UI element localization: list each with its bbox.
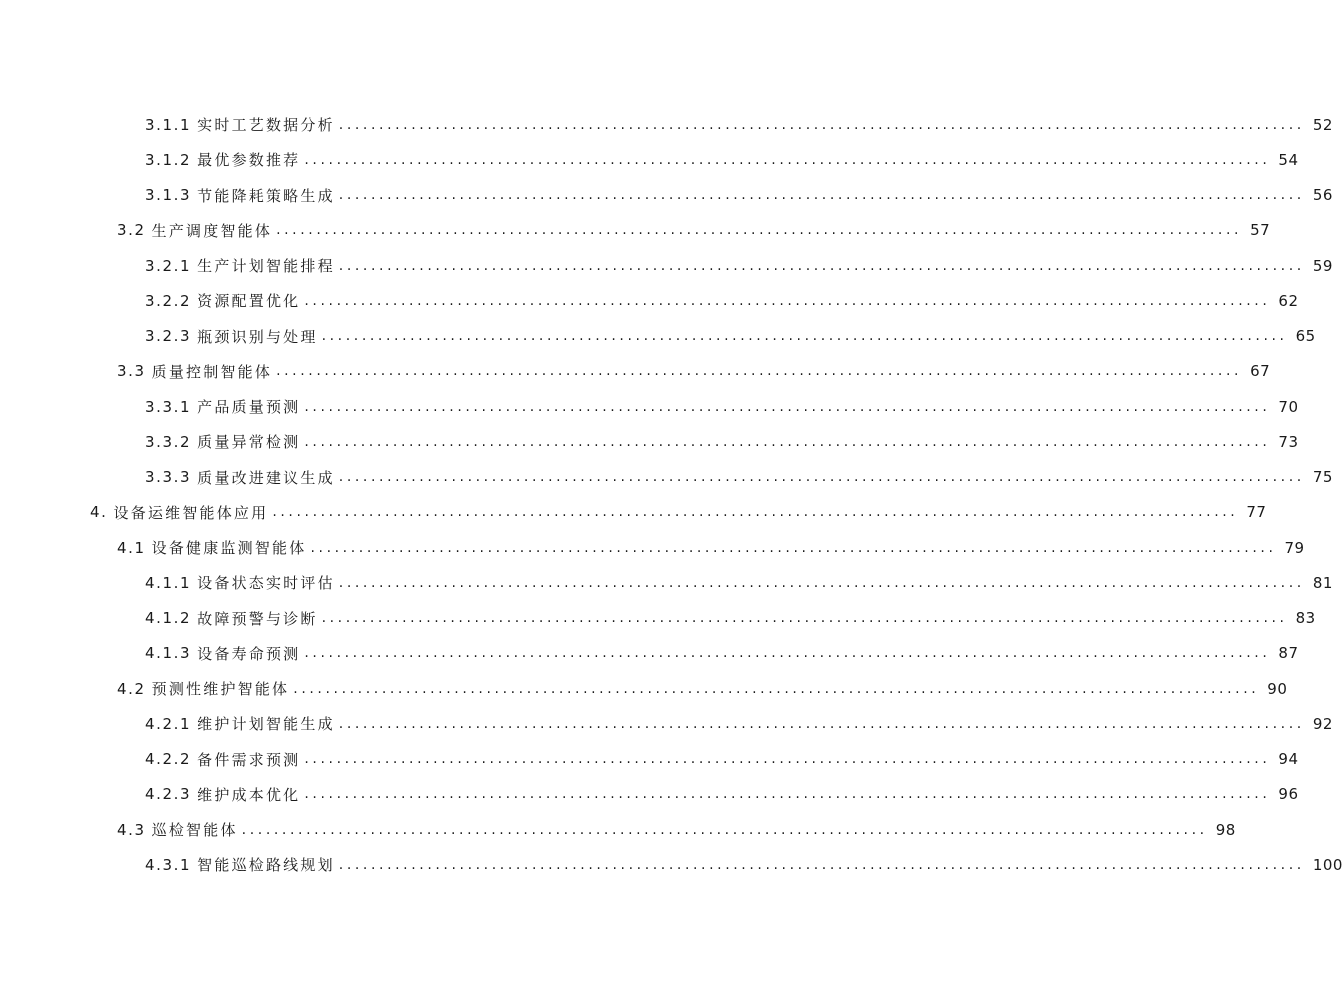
toc-title: 巡检智能体	[151, 821, 238, 840]
toc-title: 备件需求预测	[197, 750, 301, 769]
toc-page-number: 100	[1312, 855, 1343, 874]
toc-number: 3.3.2	[145, 432, 192, 451]
toc-entry[interactable]	[0, 671, 1288, 706]
toc-entry[interactable]	[0, 389, 1299, 424]
toc-title: 瓶颈识别与处理	[197, 327, 318, 346]
toc-leader-dots: ........................................................................................................................	[338, 715, 1305, 732]
toc-number: 3.2	[117, 221, 146, 240]
toc-title: 实时工艺数据分析	[197, 116, 335, 135]
toc-entry[interactable]	[0, 213, 1271, 248]
toc-entry[interactable]	[0, 530, 1305, 565]
toc-leader-dots: ........................................................................................................................	[310, 539, 1277, 556]
toc-number: 4.1	[117, 538, 146, 557]
toc-title: 故障预警与诊断	[197, 609, 318, 628]
toc-title: 生产调度智能体	[151, 221, 273, 240]
toc-number: 4.2.3	[145, 785, 192, 804]
toc-title: 节能降耗策略生成	[197, 186, 335, 205]
toc-leader-dots: ........................................................................................................................	[321, 610, 1288, 627]
toc-number: 4.1.1	[145, 573, 192, 592]
toc-entry[interactable]	[0, 424, 1299, 459]
toc-entry[interactable]	[0, 565, 1333, 600]
toc-entry[interactable]	[0, 178, 1333, 213]
toc-number: 3.3	[117, 362, 146, 381]
toc-leader-dots: ........................................................................................................................	[304, 645, 1271, 662]
toc-title: 预测性维护智能体	[151, 680, 290, 699]
toc-page-number: 79	[1284, 538, 1305, 557]
toc-page-number: 56	[1312, 186, 1333, 205]
toc-leader-dots: ........................................................................................................................	[338, 574, 1305, 591]
toc-leader-dots: ........................................................................................................................	[304, 151, 1271, 168]
toc-title: 设备寿命预测	[197, 644, 301, 663]
toc-page-number: 83	[1295, 609, 1316, 628]
table-of-contents	[0, 107, 1343, 883]
toc-number: 3.2.2	[145, 291, 192, 310]
toc-entry[interactable]	[0, 107, 1333, 142]
toc-leader-dots: ........................................................................................................................	[338, 187, 1305, 204]
toc-leader-dots: ........................................................................................................................	[304, 433, 1271, 450]
toc-page-number: 65	[1295, 327, 1316, 346]
toc-page-number: 77	[1246, 503, 1267, 522]
toc-page-number: 70	[1278, 397, 1299, 416]
toc-page-number: 90	[1267, 679, 1288, 698]
toc-leader-dots: ........................................................................................................................	[304, 398, 1271, 415]
toc-number: 4.2	[117, 679, 146, 698]
toc-leader-dots: ........................................................................................................................	[304, 786, 1271, 803]
toc-page-number: 57	[1250, 221, 1271, 240]
toc-title: 维护计划智能生成	[197, 715, 335, 734]
toc-title: 产品质量预测	[197, 398, 301, 417]
toc-entry[interactable]	[0, 283, 1299, 318]
toc-title: 质量控制智能体	[151, 362, 273, 381]
toc-entry[interactable]	[0, 742, 1299, 777]
toc-page-number: 98	[1215, 820, 1236, 839]
toc-entry[interactable]	[0, 142, 1299, 177]
toc-title: 资源配置优化	[197, 292, 301, 311]
toc-entry[interactable]	[0, 354, 1271, 389]
toc-number: 3.3.3	[145, 468, 192, 487]
toc-title: 设备健康监测智能体	[151, 539, 307, 558]
toc-page-number: 96	[1278, 785, 1299, 804]
toc-entry[interactable]	[0, 495, 1267, 530]
toc-leader-dots: ........................................................................................................................	[338, 116, 1305, 133]
toc-number: 3.1.1	[145, 115, 192, 134]
toc-number: 4.2.1	[145, 714, 192, 733]
toc-leader-dots: ........................................................................................................................	[293, 680, 1260, 697]
toc-page-number: 92	[1312, 714, 1333, 733]
toc-page-number: 67	[1250, 362, 1271, 381]
toc-entry[interactable]	[0, 601, 1316, 636]
toc-page-number: 73	[1278, 432, 1299, 451]
toc-leader-dots: ........................................................................................................................	[272, 504, 1239, 521]
toc-leader-dots: ........................................................................................................................	[241, 821, 1208, 838]
toc-title: 质量改进建议生成	[197, 468, 335, 487]
toc-number: 3.2.1	[145, 256, 192, 275]
toc-leader-dots: ........................................................................................................................	[304, 292, 1271, 309]
toc-number: 3.2.3	[145, 327, 192, 346]
toc-number: 4.1.2	[145, 609, 192, 628]
toc-leader-dots: ........................................................................................................................	[276, 363, 1243, 380]
toc-leader-dots: ........................................................................................................................	[338, 856, 1305, 873]
toc-title: 设备状态实时评估	[197, 574, 335, 593]
toc-page-number: 87	[1278, 644, 1299, 663]
toc-entry[interactable]	[0, 777, 1299, 812]
toc-number: 3.1.3	[145, 186, 192, 205]
toc-page-number: 59	[1312, 256, 1333, 275]
toc-page-number: 62	[1278, 291, 1299, 310]
toc-page-number: 81	[1312, 573, 1333, 592]
toc-leader-dots: ........................................................................................................................	[338, 257, 1305, 274]
toc-number: 3.3.1	[145, 397, 192, 416]
toc-number: 4.2.2	[145, 750, 192, 769]
toc-number: 4.	[90, 503, 108, 522]
toc-entry[interactable]	[0, 706, 1333, 741]
toc-leader-dots: ........................................................................................................................	[304, 751, 1271, 768]
toc-page-number: 94	[1278, 750, 1299, 769]
toc-title: 智能巡检路线规划	[197, 856, 335, 875]
toc-entry[interactable]	[0, 460, 1333, 495]
toc-title: 设备运维智能体应用	[113, 503, 269, 522]
toc-number: 4.3	[117, 820, 146, 839]
toc-number: 4.3.1	[145, 855, 192, 874]
toc-leader-dots: ........................................................................................................................	[276, 222, 1243, 239]
toc-entry[interactable]	[0, 812, 1236, 847]
toc-number: 4.1.3	[145, 644, 192, 663]
toc-page-number: 75	[1312, 468, 1333, 487]
toc-title: 最优参数推荐	[197, 151, 301, 170]
toc-entry[interactable]	[0, 319, 1316, 354]
toc-leader-dots: ........................................................................................................................	[338, 469, 1305, 486]
toc-title: 质量异常检测	[197, 433, 301, 452]
toc-number: 3.1.2	[145, 150, 192, 169]
toc-entry[interactable]	[0, 636, 1299, 671]
toc-entry[interactable]	[0, 847, 1343, 882]
toc-page-number: 52	[1312, 115, 1333, 134]
toc-leader-dots: ........................................................................................................................	[321, 328, 1288, 345]
toc-title: 生产计划智能排程	[197, 257, 335, 276]
toc-title: 维护成本优化	[197, 785, 301, 804]
toc-page-number: 54	[1278, 150, 1299, 169]
toc-entry[interactable]	[0, 248, 1333, 283]
